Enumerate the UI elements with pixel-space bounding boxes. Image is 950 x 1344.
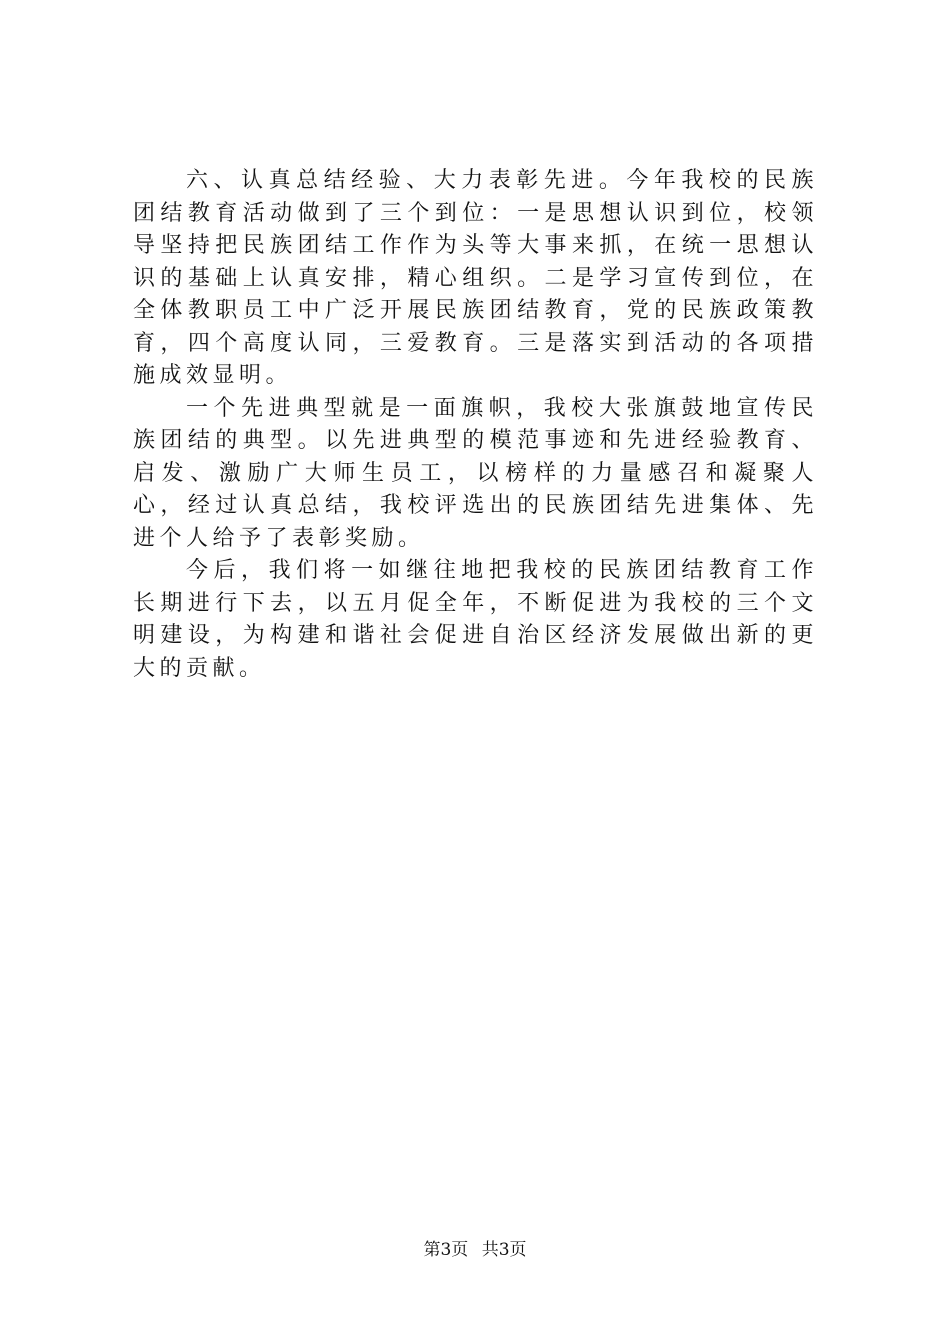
document-body [133, 165, 818, 685]
page-total: 共3页 [481, 1240, 527, 1260]
paragraph-future-work: 今后，我们将一如继往地把我校的民族团结教育工作长期进行下去，以五月促全年，不断促进为我校的三个文明建设，为构建和谐社会促进自治区经济发展做出新的更大的贡献。 [133, 558, 818, 681]
page-footer [0, 1238, 950, 1262]
page-number: 第3页 [423, 1240, 469, 1260]
paragraph-commendation: 六、认真总结经验、大力表彰先进。今年我校的民族团结教育活动做到了三个到位：一是思想认识到位，校领导坚持把民族团结工作作为头等大事来抓，在统一思想认识的基础上认真安排，精心组织。二是学习宣传到位，在全体教职员工中广泛开展民族团结教育，党的民族政策教育，四个高度认同，三爱教育。三是落实到活动的各项措施成效显明。 [133, 168, 818, 388]
paragraph-advanced-models: 一个先进典型就是一面旗帜，我校大张旗鼓地宣传民族团结的典型。以先进典型的模范事迹和先进经验教育、启发、激励广大师生员工，以榜样的力量感召和凝聚人心，经过认真总结，我校评选出的民族团结先进集体、先进个人给予了表彰奖励。 [133, 395, 818, 551]
